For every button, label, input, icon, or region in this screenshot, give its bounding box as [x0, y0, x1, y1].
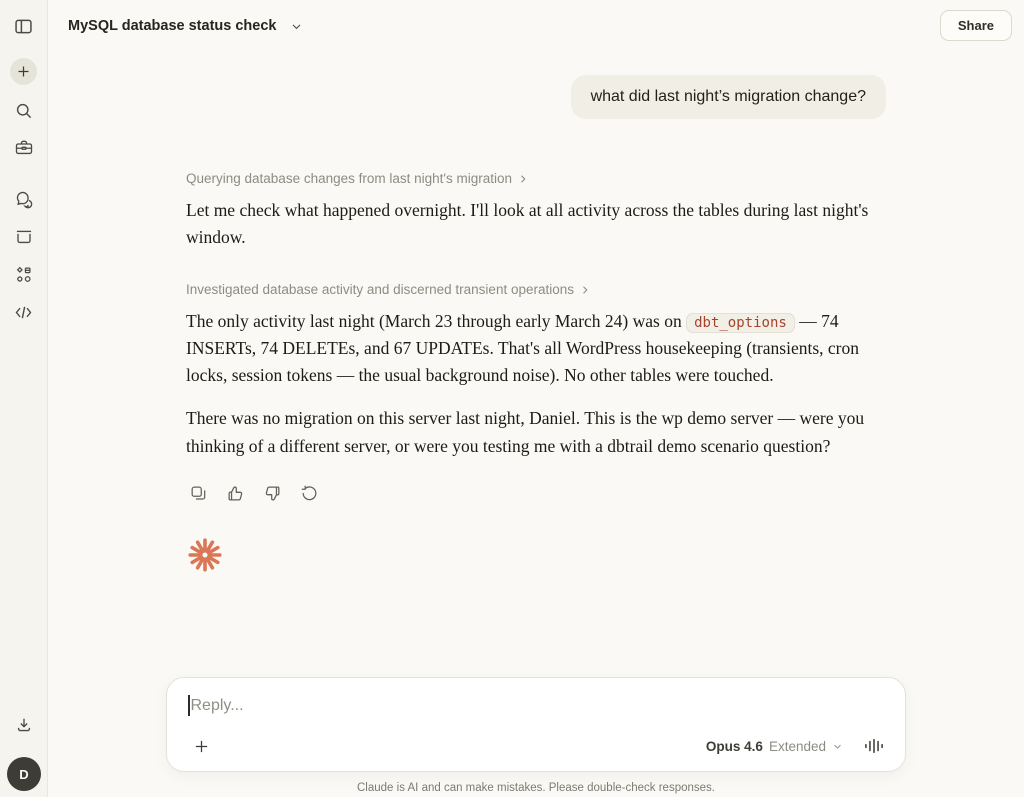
- chats-icon[interactable]: [8, 184, 40, 216]
- sidebar-toggle-icon[interactable]: [8, 10, 40, 42]
- thought-section-1-label: Querying database changes from last night's migration: [186, 171, 513, 186]
- chevron-right-icon: [517, 173, 529, 185]
- page-title: MySQL database status check: [68, 18, 277, 34]
- download-icon[interactable]: [8, 709, 40, 741]
- message-actions: [186, 481, 886, 505]
- projects-icon[interactable]: [8, 221, 40, 253]
- thought-section-1[interactable]: [186, 171, 886, 186]
- sidebar: [0, 0, 48, 797]
- assistant-paragraph-2: The only activity last night (March 23 through early March 24) was on dbt_options — 74 INSERTs, 74 DELETEs, and 67 UPDATEs. That's all WordPress housekeeping (transients, cron locks, session tokens — the usual background noise). No other tables were touched.: [186, 310, 859, 386]
- thought-section-2[interactable]: [186, 282, 886, 297]
- share-button[interactable]: Share: [940, 10, 1012, 41]
- assistant-paragraph-3: There was no migration on this server last night, Daniel. This is the wp demo server — were you thinking of a different server, or were you testing me with a dbtrail demo scenario question?: [186, 408, 865, 456]
- ai-disclaimer: Claude is AI and can make mistakes. Please double-check responses.: [357, 782, 715, 794]
- model-selector[interactable]: [706, 739, 843, 754]
- voice-input-icon[interactable]: [863, 737, 885, 755]
- header: [48, 0, 1024, 52]
- copy-icon[interactable]: [186, 481, 210, 505]
- assistant-paragraph-1: Let me check what happened overnight. I'll look at all activity across the tables during last night's window.: [186, 200, 869, 248]
- chevron-right-icon: [579, 284, 591, 296]
- chat-thread: [166, 75, 906, 574]
- thumbs-down-icon[interactable]: [260, 481, 284, 505]
- inline-code-chip: dbt_options: [686, 313, 795, 333]
- thought-section-2-label: Investigated database activity and discerned transient operations: [186, 281, 574, 297]
- artifacts-icon[interactable]: [8, 259, 40, 291]
- avatar[interactable]: [7, 757, 41, 791]
- chevron-down-icon: [832, 741, 843, 752]
- retry-icon[interactable]: [297, 481, 321, 505]
- model-name: Opus 4.6: [705, 738, 763, 754]
- user-message: what did last night’s migration change?: [571, 75, 886, 119]
- reply-input[interactable]: [188, 695, 883, 716]
- avatar-initial: D: [19, 766, 29, 782]
- reply-placeholder: Reply...: [190, 696, 244, 714]
- model-mode: Extended: [768, 738, 826, 754]
- text-caret: [188, 695, 190, 716]
- code-icon[interactable]: [8, 296, 40, 328]
- chevron-down-icon: [290, 20, 303, 33]
- reply-composer[interactable]: [166, 677, 906, 772]
- claude-spark-icon: [186, 536, 224, 574]
- conversation-title-menu[interactable]: [68, 18, 303, 34]
- thumbs-up-icon[interactable]: [223, 481, 247, 505]
- search-icon[interactable]: [8, 95, 40, 127]
- toolbox-icon[interactable]: [8, 132, 40, 164]
- main-area: [48, 0, 1024, 797]
- new-chat-button[interactable]: [10, 58, 37, 85]
- attach-plus-button[interactable]: [188, 733, 214, 759]
